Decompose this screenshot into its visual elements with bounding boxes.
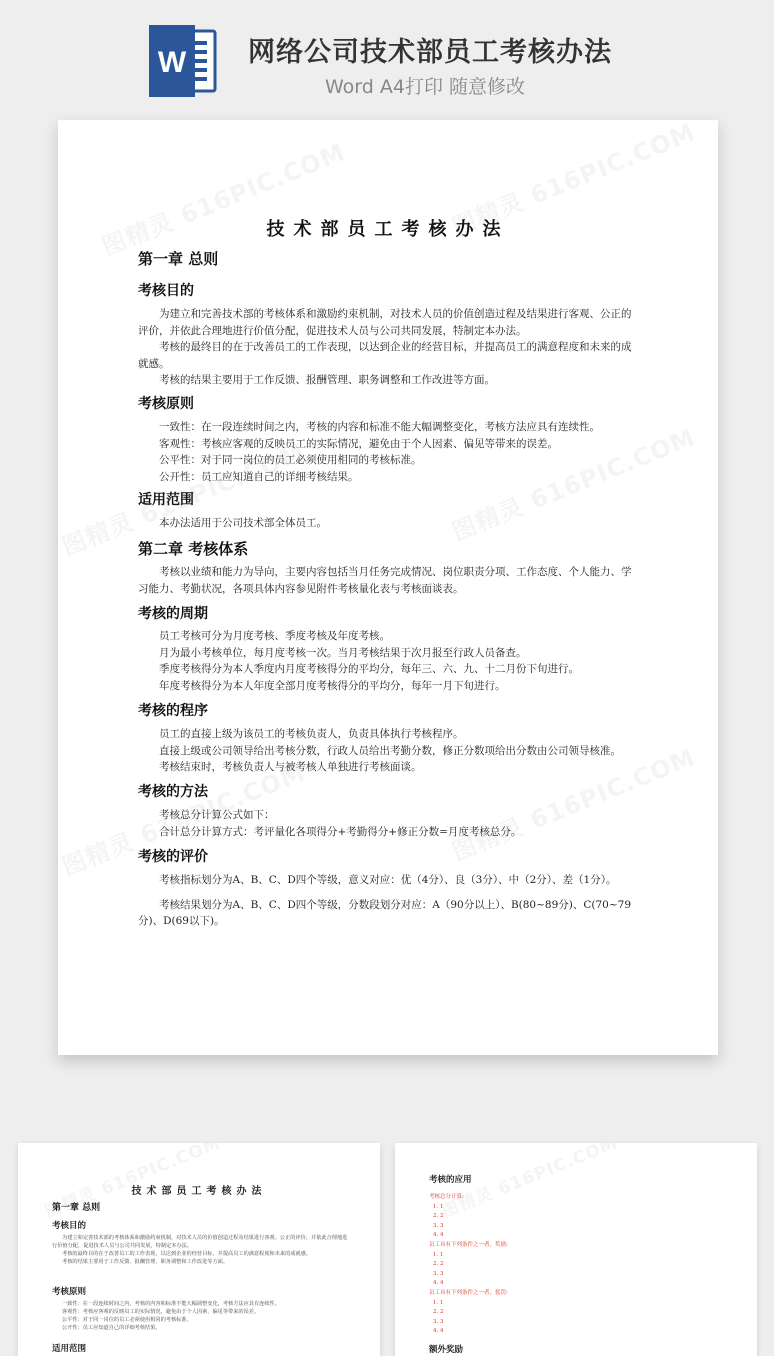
- thumbnail-page-2[interactable]: [395, 1143, 757, 1356]
- thumb-list-item: 1. 1: [433, 1203, 444, 1210]
- word-icon: [149, 25, 221, 97]
- section-body: [138, 726, 633, 776]
- thumb-list-item: 1. 1: [433, 1299, 444, 1306]
- thumb-section: 考核的应用: [429, 1175, 472, 1185]
- chapter-heading: 第一章 总则: [138, 250, 219, 268]
- thumb-paragraph: 一致性：在一段连续时间之内，考核的内容和标准不能大幅调整变化，考核方法应具有连续性。: [62, 1301, 280, 1307]
- page-header: [0, 0, 774, 110]
- paragraph: 一致性：在一段连续时间之内，考核的内容和标准不能大幅调整变化，考核方法应具有连续性。: [159, 421, 600, 433]
- thumb-label: 考核总分计算:: [429, 1194, 464, 1200]
- paragraph: 员工的直接上级为该员工的考核负责人，负责具体执行考核程序。: [159, 728, 464, 740]
- paragraph: 员工考核可分为月度考核、季度考核及年度考核。: [159, 630, 390, 642]
- watermark: [96, 133, 350, 263]
- paragraph: 公开性：员工应知道自己的详细考核结果。: [159, 470, 359, 483]
- thumb-paragraph: 公开性：员工应知道自己的详细考核结果。: [62, 1325, 161, 1331]
- thumb-paragraph: 考核的结果主要用于工作反馈、报酬管理、职务调整和工作改进等方面。: [62, 1259, 229, 1265]
- paragraph: 直接上级或公司领导给出考核分数，行政人员给出考勤分数，修正分数项给出分数由公司领导核准。: [159, 744, 621, 757]
- thumb-list-item: 2. 2: [433, 1213, 444, 1220]
- section-body: [138, 515, 633, 532]
- section-heading: 考核原则: [138, 396, 194, 412]
- paragraph: 考核指标划分为A、B、C、D四个等级，意义对应：优（4分）、良（3分）、中（2分）、差（1分）。: [159, 874, 617, 886]
- paragraph: 考核总分计算公式如下：: [159, 809, 275, 821]
- paragraph: 客观性：考核应客观的反映员工的实际情况，避免由于个人因素、偏见等带来的误差。: [159, 437, 558, 450]
- paragraph: 合计总分计算方式：考评量化各项得分+考勤得分+修正分数=月度考核总分。: [159, 825, 522, 838]
- paragraph: 为建立和完善技术部的考核体系和激励约束机制，对技术人员的价值创造过程及结果进行客观、公正的评价，并依此合理地进行价值分配，促进技术人员与公司共同发展，特制定本办法。: [138, 308, 632, 337]
- thumb-list-item: 4. 4: [433, 1232, 444, 1239]
- thumbnail-page-1[interactable]: [18, 1143, 380, 1356]
- section-heading: 考核目的: [138, 283, 194, 299]
- section-body: [138, 419, 633, 485]
- thumb-list-item: 3. 3: [433, 1270, 444, 1277]
- paragraph: 月为最小考核单位，每月度考核一次。当月考核结果于次月报至行政人员备查。: [159, 646, 527, 659]
- paragraph: 考核以业绩和能力为导向，主要内容包括当月任务完成情况、岗位职责分项、工作态度、个人能力、学习能力、考勤状况，各项具体内容参见附件考核量化表与考核面谈表。: [138, 566, 632, 595]
- thumb-body: [52, 1234, 352, 1266]
- word-icon-letter: W: [157, 46, 187, 79]
- thumb-paragraph: 客观性：考核应客观的反映员工的实际情况，避免由于个人因素、偏见等带来的误差。: [62, 1309, 260, 1315]
- thumb-list-item: 4. 4: [433, 1280, 444, 1287]
- paragraph: 考核结果划分为A、B、C、D四个等级，分数段划分对应：A（90分以上）、B(80~89分)、C(70~79分)、D(69以下)。: [138, 898, 632, 927]
- thumb-label: 员工具有下列条件之一者，惩罚:: [429, 1289, 508, 1296]
- paragraph: 公平性：对于同一岗位的员工必须使用相同的考核标准。: [159, 454, 422, 466]
- document-page: [58, 120, 718, 1055]
- section-body: [138, 807, 633, 840]
- thumb-list-item: 3. 3: [433, 1222, 444, 1229]
- thumb-label: 员工具有下列条件之一者，奖励:: [429, 1241, 508, 1248]
- thumb-paragraph: 为建立和完善技术部的考核体系和激励约束机制，对技术人员的价值创造过程及结果进行客观、公正的评价，并依此合理地进行价值分配，促进技术人员与公司共同发展，特制定本办法。: [52, 1235, 348, 1249]
- section-heading: 考核的评价: [138, 849, 208, 865]
- thumb-section: 考核目的: [52, 1221, 87, 1231]
- thumb-title: 技术部员工考核办法: [131, 1186, 267, 1197]
- thumb-section: 额外奖励: [429, 1345, 464, 1355]
- section-body: [138, 306, 633, 389]
- thumb-section: 适用范围: [52, 1344, 87, 1354]
- header-title: 网络公司技术部员工考核办法: [248, 37, 612, 68]
- section-body: [138, 872, 633, 930]
- paragraph: 本办法适用于公司技术部全体员工。: [159, 517, 327, 529]
- thumb-list-item: 3. 3: [433, 1318, 444, 1325]
- chapter-heading: 第二章 考核体系: [138, 540, 249, 558]
- paragraph: 考核的结果主要用于工作反馈、报酬管理、职务调整和工作改进等方面。: [159, 374, 495, 386]
- paragraph: 考核结束时，考核负责人与被考核人单独进行考核面谈。: [159, 761, 422, 773]
- section-body: [138, 628, 633, 694]
- section-heading: 考核的程序: [138, 703, 208, 719]
- section-body: [138, 564, 633, 597]
- thumb-chapter: 第一章 总则: [52, 1203, 101, 1213]
- thumb-paragraph: 公平性：对于同一岗位的员工必须使用相同的考核标准。: [62, 1317, 192, 1323]
- paragraph: 季度考核得分为本人季度内月度考核得分的平均分，每年三、六、九、十二月份下旬进行。: [159, 663, 579, 675]
- section-heading: 考核的方法: [138, 784, 208, 800]
- thumb-list-item: 4. 4: [433, 1328, 444, 1335]
- paragraph: 年度考核得分为本人年度全部月度考核得分的平均分，每年一月下旬进行。: [159, 679, 506, 692]
- section-heading: 考核的周期: [138, 606, 208, 622]
- thumb-paragraph: 考核的最终目的在于改善员工的工作表现，以达到企业的经营目标，并提高员工的满意程度和未来的成就感。: [62, 1251, 312, 1257]
- header-subtitle: Word A4打印 随意修改: [325, 76, 526, 98]
- thumb-section: 考核原则: [52, 1287, 87, 1297]
- thumb-red-list: [429, 1193, 729, 1337]
- document-title: 技术部员工考核办法: [266, 219, 510, 240]
- thumb-body: [52, 1300, 352, 1332]
- paragraph: 考核的最终目的在于改善员工的工作表现，以达到企业的经营目标，并提高员工的满意程度和未来的成就感。: [138, 341, 632, 370]
- thumb-list-item: 2. 2: [433, 1261, 444, 1268]
- thumb-list-item: 2. 2: [433, 1309, 444, 1316]
- section-heading: 适用范围: [138, 492, 194, 508]
- thumb-list-item: 1. 1: [433, 1251, 444, 1258]
